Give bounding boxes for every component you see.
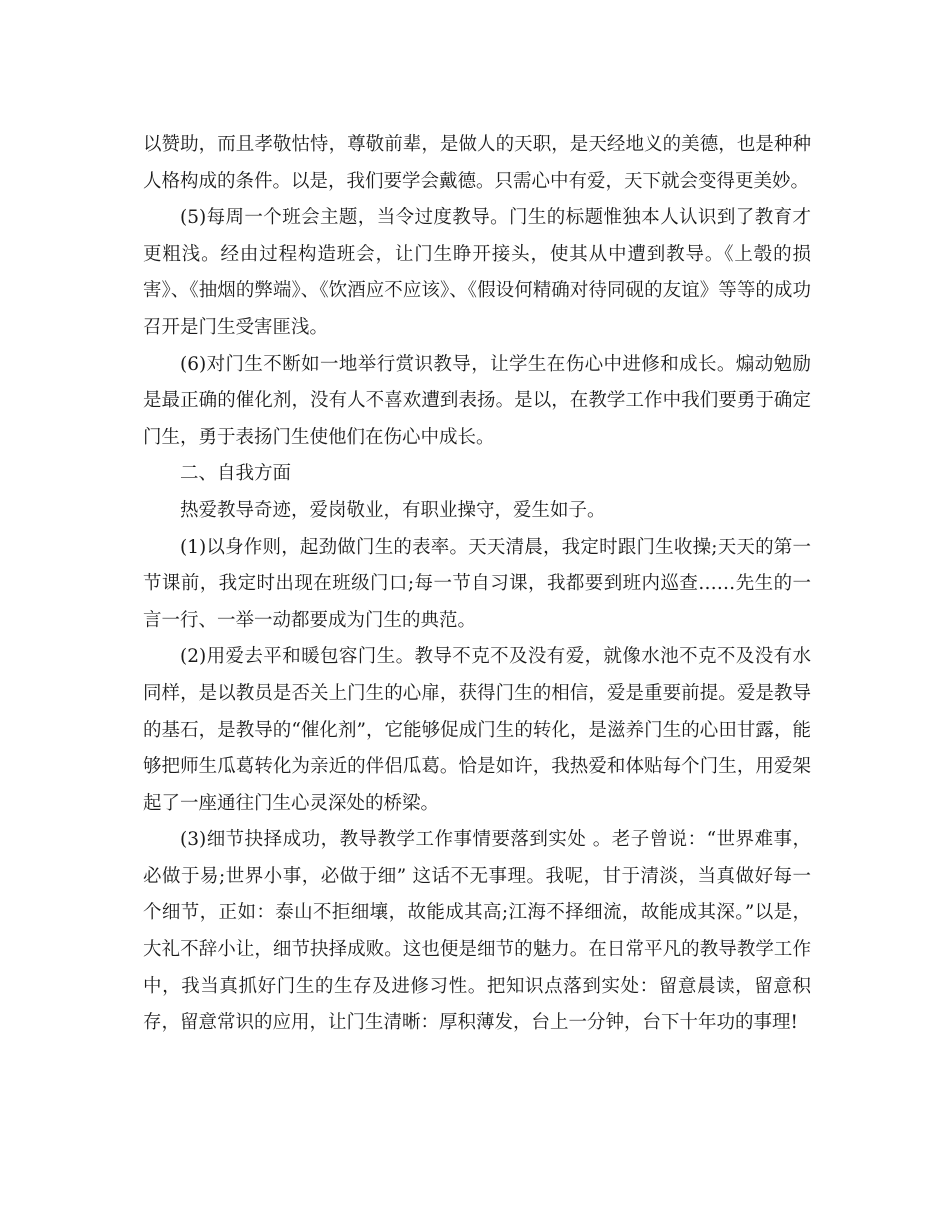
paragraph-8: (3)细节抉择成功，教导教学工作事情要落到实处 。老子曾说：“世界难事，必做于易;世界小事，必做于细” 这话不无事理。我呢，甘于清淡，当真做好每一个细节，正如：泰山不拒细壤，故能成其高;江海不择细流，故能成其深。”以是，大礼不辞小让，细节抉择成败。这也便是细节的魅力。在日常平凡的教导教学工作中，我当真抓好门生的生存及进修习性。把知识点落到实处：留意晨读，留意积存，留意常识的应用，让门生清晰：厚积薄发，台上一分钟，台下十年功的事理! (143, 829, 811, 1034)
paragraph-3: (6)对门生不断如一地举行赏识教导，让学生在伤心中进修和成长。煽动勉励是最正确的催化剂，没有人不喜欢遭到表扬。是以，在教学工作中我们要勇于确定门生，勇于表扬门生使他们在伤心中成长。 (143, 353, 811, 448)
section-heading: 二、自我方面 (180, 463, 292, 485)
paragraph-5: 热爱教导奇迹，爱岗敬业，有职业操守，爱生如子。 (180, 499, 606, 521)
paragraph-2: (5)每周一个班会主题，当令过度教导。门生的标题惟独本人认识到了教育才更粗浅。经由过程构造班会，让门生睁开接头，使其从中遭到教导。《上彀的损害》、《抽烟的弊端》、《饮酒应不应该》、《假设何精确对待同砚的友谊》等等的成功召开是门生受害匪浅。 (143, 207, 811, 338)
paragraph-1: 以赞助，而且孝敬怙恃，尊敬前辈，是做人的天职，是天经地义的美德，也是种种人格构成的条件。以是，我们要学会戴德。只需心中有爱，天下就会变得更美妙。 (143, 134, 811, 192)
paragraph-6: (1)以身作则，起劲做门生的表率。天天清晨，我定时跟门生收操;天天的第一节课前，我定时出现在班级门口;每一节自习课，我都要到班内巡查……先生的一言一行、一举一动都要成为门生的典范。 (143, 536, 811, 631)
document-body (143, 127, 811, 1042)
paragraph-7: (2)用爱去平和暖包容门生。教导不克不及没有爱，就像水池不克不及没有水同样，是以教员是否关上门生的心扉，获得门生的相信，爱是重要前提。爱是教导的基石，是教导的“催化剂”，它能够促成门生的转化，是滋养门生的心田甘露，能够把师生瓜葛转化为亲近的伴侣瓜葛。恰是如许，我热爱和体贴每个门生，用爱架起了一座通往门生心灵深处的桥梁。 (143, 646, 811, 814)
